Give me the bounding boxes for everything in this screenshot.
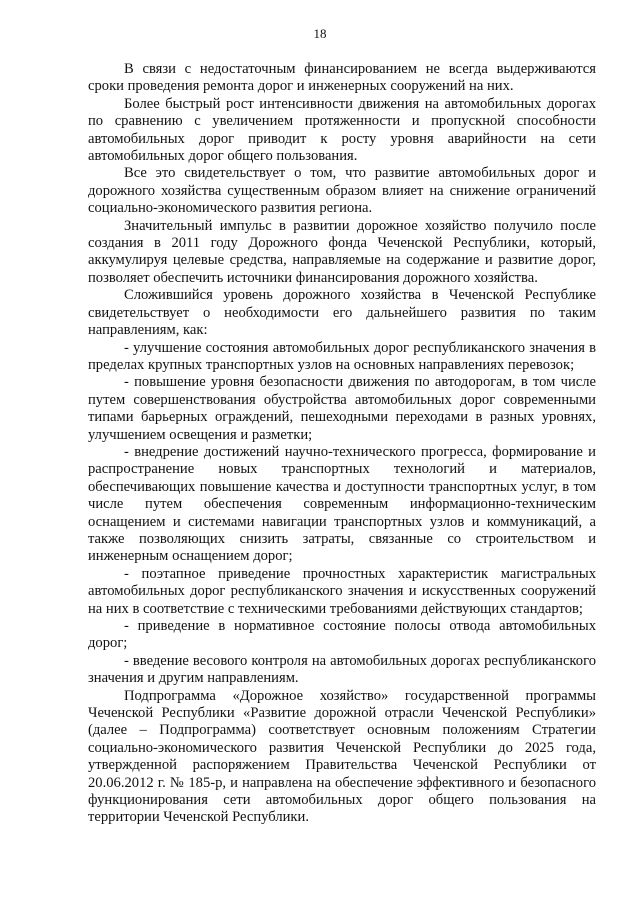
paragraph-development-directions: Сложившийся уровень дорожного хозяйства в Чеченской Республике свидетельствует о необходимости его дальнейшего развития по таким направлениям, как: — [88, 287, 596, 339]
list-item-traffic-safety: - повышение уровня безопасности движения по автодорогам, в том числе путем совершенствования обустройства автомобильных дорог современными типами барьерных ограждений, пешеходными переходами в разных уровнях, улучшением освещения и разметки; — [88, 374, 596, 443]
page-number: 18 — [313, 26, 327, 41]
list-item-road-condition: - улучшение состояния автомобильных дорог республиканского значения в пределах крупных транспортных узлов на основных направлениях перевозок; — [88, 339, 596, 373]
list-item-strength-standards: - поэтапное приведение прочностных характеристик магистральных автомобильных дорог республиканского значения и искусственных сооружений на них в соответствие с техническими требованиями действующих стандартов; — [88, 565, 596, 617]
paragraph-road-fund: Значительный импульс в развитии дорожное хозяйство получило после создания в 2011 году Дорожного фонда Чеченской Республики, который, аккумулируя целевые средства, направляемые на содержание и развитие дорог, позволяет обеспечить источники финансирования дорожного хозяйства. — [88, 217, 596, 286]
paragraph-funding-shortfall: В связи с недостаточным финансированием не всегда выдерживаются сроки проведения ремонта дорог и инженерных сооружений на них. — [88, 61, 596, 95]
list-item-right-of-way: - приведение в нормативное состояние полосы отвода автомобильных дорог; — [88, 618, 596, 652]
body-text — [88, 61, 596, 827]
paragraph-traffic-growth: Более быстрый рост интенсивности движения на автомобильных дорогах по сравнению с увеличением протяженности и пропускной способности автомобильных дорог приводит к росту уровня аварийности на сети автомобильных дорог общего пользования. — [88, 95, 596, 165]
list-item-weight-control: - введение весового контроля на автомобильных дорогах республиканского значения и другим направлениям. — [88, 652, 596, 687]
paragraph-regional-development: Все это свидетельствует о том, что развитие автомобильных дорог и дорожного хозяйства существенным образом влияет на снижение ограничений социально-экономического развития региона. — [88, 165, 596, 217]
paragraph-subprogram: Подпрограмма «Дорожное хозяйство» государственной программы Чеченской Республики «Развитие дорожной отрасли Чеченской Республики» (далее – Подпрограмма) соответствует основным положениям Стратегии социально-экономического развития Чеченской Республики до 2025 года, утвержденной распоряжением Правительства Чеченской Республики от 20.06.2012 г. № 185-р, и направлена на обеспечение эффективного и безопасного функционирования сети автомобильных дорог общего пользования на территории Чеченской Республики. — [88, 687, 596, 826]
list-item-technical-progress: - внедрение достижений научно-технического прогресса, формирование и распространение новых транспортных технологий и материалов, обеспечивающих повышение качества и доступности транспортных услуг, в том числе путем обеспечения современным информационно-техническим оснащением и системами навигации транспортных узлов и коммуникаций, а также позволяющих снизить затраты, связанные со строительством и инженерным оснащением дорог; — [88, 443, 596, 565]
